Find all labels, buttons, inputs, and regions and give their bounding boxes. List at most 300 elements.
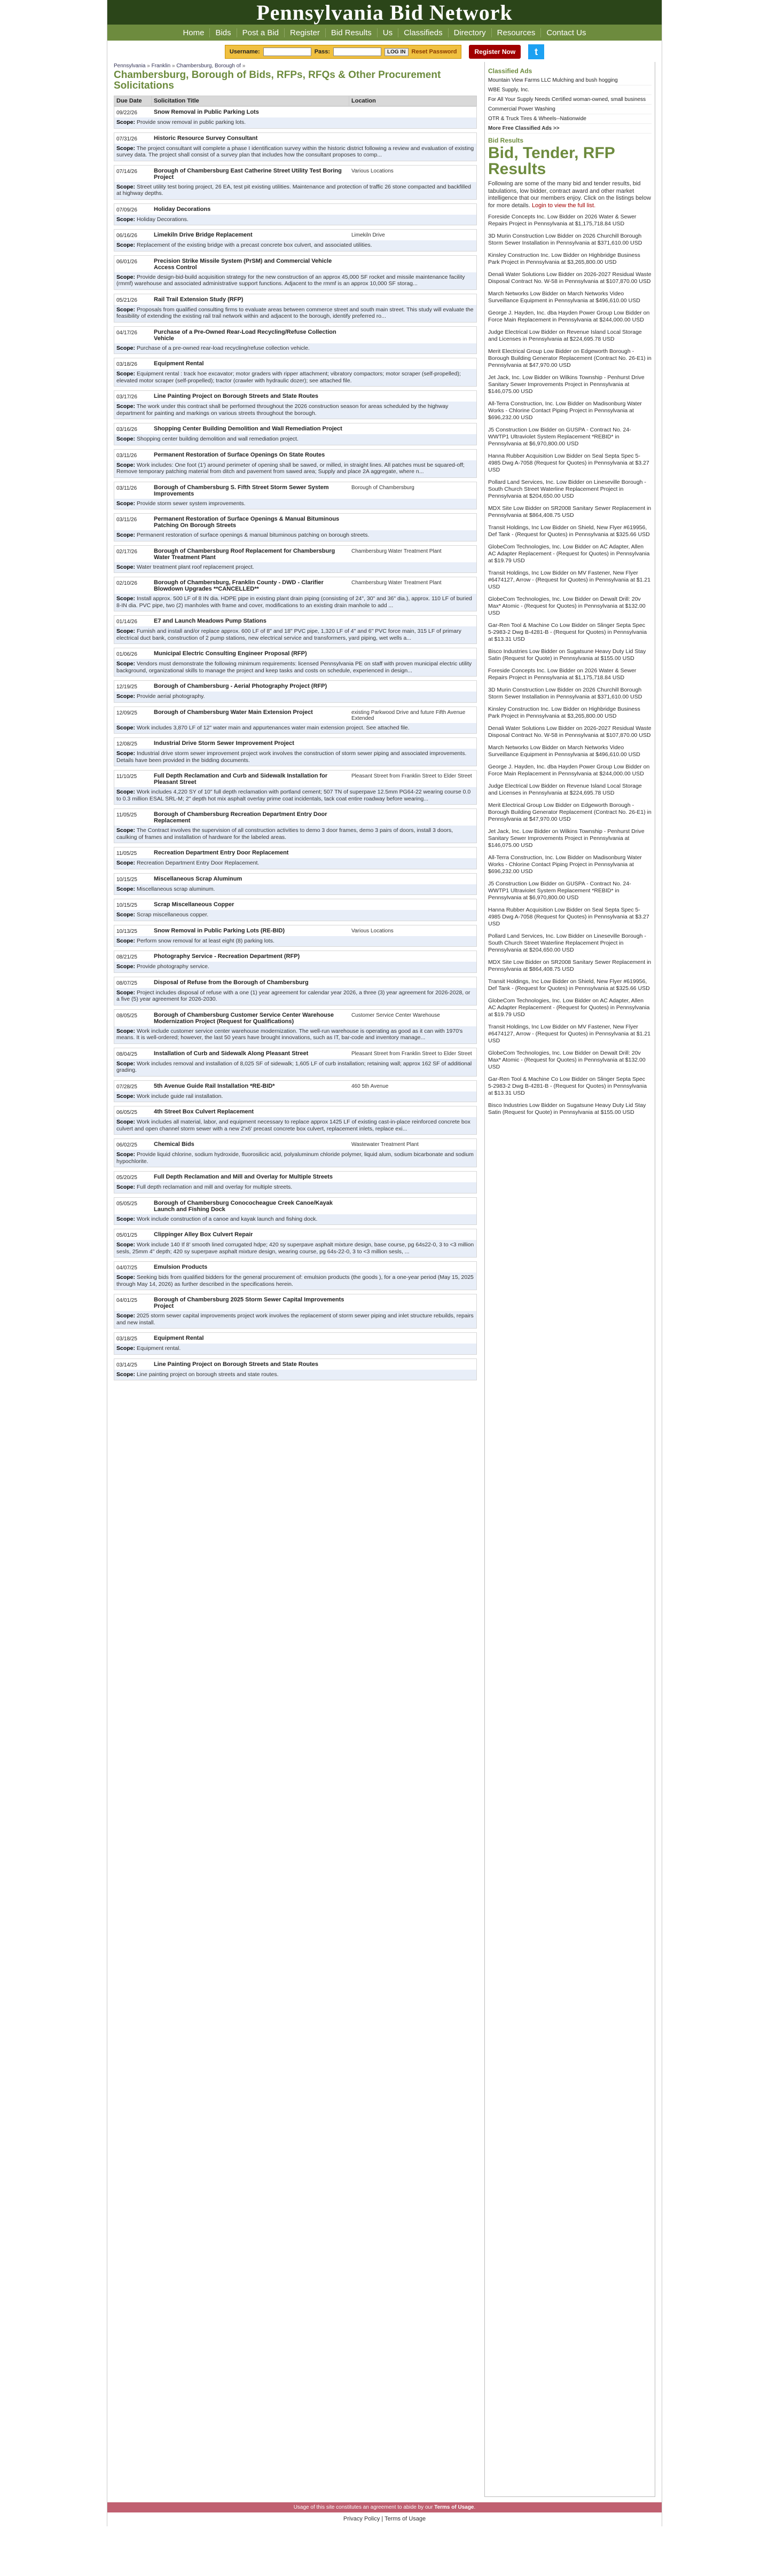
classified-title: Classified Ads <box>488 67 532 75</box>
bid-row <box>114 770 477 805</box>
classified-item[interactable]: OTR & Truck Tires & Wheels--Nationwide <box>488 114 652 124</box>
bid-due-date: 03/18/25 <box>116 1336 137 1342</box>
bid-scope-text: Line painting project on borough streets and state routes. <box>136 1371 279 1378</box>
scope-label: Scope: <box>116 371 136 377</box>
bid-title-link[interactable]: Borough of Chambersburg S. Fifth Street Storm Sewer System Improvements <box>154 484 329 497</box>
more-classifieds-link[interactable]: More Free Classified Ads >> <box>488 124 652 133</box>
bid-scope-text: Provide snow removal in public parking lots. <box>136 119 246 125</box>
scope-label: Scope: <box>116 595 136 602</box>
bid-scope <box>114 434 476 445</box>
bid-row <box>114 899 477 921</box>
bid-result-link[interactable]: GlobeCom Technologies, Inc. Low Bidder on AC Adapter, Allen AC Adapter Replacement - (Request for Quotes) in Pennsylvania at $19.79 USD <box>488 998 650 1018</box>
bid-row <box>114 1197 477 1226</box>
results-intro-text: Following are some of the many bid and tender results, bid tabulations, low bidder, contract award and other market intelligence that our members enjoy. Click on the listings below for more details. <box>488 180 651 209</box>
scope-label: Scope: <box>116 937 136 944</box>
bid-scope <box>114 1117 476 1134</box>
classified-item[interactable]: WBE Supply, Inc. <box>488 85 652 95</box>
bid-scope-text: Shopping center building demolition and wall remediation project. <box>136 436 299 442</box>
nav-directory[interactable]: Directory <box>449 28 492 37</box>
bid-due-date: 01/06/26 <box>116 651 137 657</box>
bid-row <box>114 1106 477 1135</box>
bid-result-link[interactable]: March Networks Low Bidder on March Networks Video Surveillance Equipment in Pennsylvania at $496,610.00 USD <box>488 744 640 758</box>
bid-title-link[interactable]: Line Painting Project on Borough Streets and State Routes <box>154 1361 319 1368</box>
bid-due-date: 03/11/26 <box>116 517 137 523</box>
bid-scope-text: Scrap miscellaneous copper. <box>136 912 209 918</box>
bid-title-link[interactable]: Holiday Decorations <box>154 206 211 213</box>
bid-scope-text: The work under this contract shall be performed throughout the 2026 construction season for areas scheduled by the highway department for painting and markings on various streets throughout the borough. <box>116 403 449 417</box>
bid-row <box>114 229 477 252</box>
bid-due-date: 08/05/25 <box>116 1012 137 1019</box>
bid-due-date: 08/04/25 <box>116 1051 137 1057</box>
bid-scope-text: Perform snow removal for at least eight (8) parking lots. <box>136 937 274 944</box>
bid-row <box>114 423 477 445</box>
nav-post-a-bid[interactable]: Post a Bid <box>237 28 285 37</box>
bid-scope <box>114 1026 476 1043</box>
bid-scope-text: Street utility test boring project, 26 EA, test pit existing utilities. Maintenance and protection of traffic 26 stone compacted and backfilled at highway depths. <box>116 183 472 197</box>
bid-title-link[interactable]: Permanent Restoration of Surface Openings & Manual Bituminous Patching On Borough Streets <box>154 516 340 529</box>
bid-due-date: 08/07/25 <box>116 980 137 986</box>
scope-label: Scope: <box>116 344 136 351</box>
bid-scope <box>114 692 476 702</box>
bid-row <box>114 326 477 355</box>
bid-result-link[interactable]: Judge Electrical Low Bidder on Revenue Island Local Storage and Licenses in Pennsylvania at $224,695.78 USD <box>488 329 642 342</box>
bid-row <box>114 977 477 1006</box>
bid-scope-text: Project includes disposal of refuse with a one (1) year agreement for calendar year 2026, a three (3) year agreement for 2026-2028, or a five (5) year agreement for 2026-2030. <box>116 989 470 1002</box>
scope-label: Scope: <box>116 693 136 700</box>
bid-title-link[interactable]: Purchase of a Pre-Owned Rear-Load Recycling/Refuse Collection Vehicle <box>154 328 336 342</box>
bid-result-link[interactable]: GlobeCom Technologies, Inc. Low Bidder on AC Adapter, Allen AC Adapter Replacement - (Request for Quotes) in Pennsylvania at $19.79 USD <box>488 544 650 564</box>
bid-location: Pleasant Street from Franklin Street to Elder Street <box>351 773 472 779</box>
nav-register[interactable]: Register <box>285 28 326 37</box>
bid-due-date: 07/28/25 <box>116 1083 137 1090</box>
bid-scope <box>114 1059 476 1076</box>
scope-label: Scope: <box>116 1027 136 1034</box>
bid-due-date: 06/16/26 <box>116 233 137 239</box>
bid-title-link[interactable]: Photography Service - Recreation Department (RFP) <box>154 953 300 960</box>
bid-title-link[interactable]: Borough of Chambersburg - Aerial Photography Project (RFP) <box>154 683 327 689</box>
bid-result-link[interactable]: J5 Construction Low Bidder on GUSPA - Contract No. 24-WWTP1 Ultraviolet System Replacement *REBID* in Pennsylvania at $6,970,800.00 USD <box>488 427 631 447</box>
bid-result-link[interactable]: Transit Holdings, Inc Low Bidder on Shield, New Flyer #619956, Def Tank - (Request for Quotes) in Pennsylvania at $325.66 USD <box>488 524 650 538</box>
scope-label: Scope: <box>116 242 136 248</box>
bid-title-link[interactable]: Equipment Rental <box>154 360 204 367</box>
scope-label: Scope: <box>116 183 136 190</box>
col-header-title: Solicitation Title <box>152 96 349 106</box>
login-full-list-link[interactable]: Login to view the full list. <box>531 202 596 209</box>
scope-label: Scope: <box>116 1119 136 1125</box>
bid-scope-text: The Contract involves the supervision of all construction activities to demo 3 door frames, demo 3 pairs of doors, install 3 doors, caulking of frames and installation of hardware for the labeled areas. <box>116 827 453 841</box>
bid-title-link[interactable]: 4th Street Box Culvert Replacement <box>154 1109 254 1115</box>
bid-due-date: 02/17/26 <box>116 548 137 555</box>
bid-row <box>114 577 477 611</box>
classified-list <box>488 76 652 124</box>
bid-result-link[interactable]: Merit Electrical Group Low Bidder on Edgeworth Borough - Borough Building Generator Replacement (Contract No. 26-E1) in Pennsylvania at $47,970.00 USD <box>488 348 652 368</box>
bid-due-date: 02/10/26 <box>116 580 137 586</box>
bid-result-link[interactable]: Gar-Ren Tool & Machine Co Low Bidder on Slinger Septa Spec 5-2983-2 Dwg B-4281-B - (Request for Quotes) in Pennsylvania at $13.31 USD <box>488 1076 647 1096</box>
bid-title-link[interactable]: Industrial Drive Storm Sewer Improvement Project <box>154 740 294 747</box>
bid-scope <box>114 1311 476 1328</box>
bid-title-link[interactable]: Borough of Chambersburg, Franklin County - DWD - Clarifier Blowdown Upgrades **CANCELLED** <box>154 579 324 592</box>
bid-scope-text: Full depth reclamation and mill and overlay for multiple streets. <box>136 1184 293 1190</box>
bid-scope-text: Seeking bids from qualified bidders for the general procurement of: emulsion products (the goods ), for a one-year period (May 15, 2025 through May 14, 2026) as further described in the specifications herein. <box>116 1274 474 1287</box>
bid-row <box>114 925 477 947</box>
reset-password-link[interactable]: Reset Password <box>411 49 457 55</box>
bid-title-link[interactable]: Historic Resource Survey Consultant <box>154 135 258 142</box>
bid-row <box>114 1358 477 1381</box>
bid-scope <box>114 858 476 869</box>
scope-label: Scope: <box>116 661 136 667</box>
bid-title-link[interactable]: Chemical Bids <box>154 1141 194 1148</box>
scope-label: Scope: <box>116 1151 136 1158</box>
bid-location <box>351 135 474 136</box>
scope-label: Scope: <box>116 1274 136 1281</box>
bid-title-link[interactable]: Borough of Chambersburg Conococheague Creek Canoe/Kayak Launch and Fishing Dock <box>154 1199 333 1213</box>
bid-scope <box>114 369 476 386</box>
bid-result-link[interactable]: All-Terra Construction, Inc. Low Bidder on Madisonburg Water Works - Chlorine Contact Piping Project in Pennsylvania at $696,232.00 USD <box>488 854 642 875</box>
bid-location: Borough of Chambersburg <box>351 484 414 491</box>
bid-scope-text: Furnish and install and/or replace approx. 600 LF of 8" and 18" PVC pipe, 1,320 LF of 4" and 6" PVC force main, 315 LF of primary electrical duct bank, construction of 2 pump stations, new electrical service and transformers, yard piping, wet wells a... <box>116 628 461 641</box>
privacy-policy-link[interactable]: Privacy Policy <box>343 2516 380 2522</box>
login-button[interactable]: LOG IN <box>384 48 408 56</box>
scope-label: Scope: <box>116 461 136 468</box>
scope-label: Scope: <box>116 628 136 634</box>
bid-title-link[interactable]: Full Depth Reclamation and Mill and Overlay for Multiple Streets <box>154 1174 333 1180</box>
bid-scope <box>114 826 476 843</box>
bid-result-link[interactable]: 3D Murin Construction Low Bidder on 2026 Churchill Borough Storm Sewer Installation in Pennsylvania at $371,610.00 USD <box>488 687 642 700</box>
classified-item[interactable]: For All Your Supply Needs Certified woman-owned, small business <box>488 95 652 105</box>
bid-result-link[interactable]: Transit Holdings, Inc Low Bidder on Shield, New Flyer #619956, Def Tank - (Request for Quotes) in Pennsylvania at $325.66 USD <box>488 978 650 992</box>
bid-scope-text: Provide design-bid-build acquisition strategy for the new construction of an approx 45,000 SF rocket and missile maintenance facility (rmmf) warehouse and associated administrative support functions. Adjacent to the rmmf is an approx 10,000 SF storag... <box>116 273 465 287</box>
bid-result-link[interactable]: Gar-Ren Tool & Machine Co Low Bidder on Slinger Septa Spec 5-2983-2 Dwg B-4281-B - (Request for Quotes) in Pennsylvania at $13.31 USD <box>488 622 647 642</box>
breadcrumb-item[interactable]: Pennsylvania <box>114 63 146 69</box>
scope-label: Scope: <box>116 403 136 410</box>
bid-title-link[interactable]: Snow Removal in Public Parking Lots (RE-BID) <box>154 927 285 934</box>
bid-location <box>351 683 474 684</box>
bid-row <box>114 706 477 734</box>
bid-result-link[interactable]: Transit Holdings, Inc Low Bidder on MV Fastener, New Flyer #6474127, Arrow - (Request for Quotes) in Pennsylvania at $1.21 USD <box>488 1024 651 1044</box>
bid-scope <box>114 402 476 419</box>
password-input[interactable] <box>333 48 381 56</box>
bid-scope-text: Provide photography service. <box>136 963 209 970</box>
bids-table <box>114 96 477 106</box>
main-content <box>114 62 477 2497</box>
scope-label: Scope: <box>116 789 136 795</box>
bid-title-link[interactable]: Snow Removal in Public Parking Lots <box>154 109 259 115</box>
bid-title-link[interactable]: Borough of Chambersburg East Catherine Street Utility Test Boring Project <box>154 167 342 180</box>
bid-location: Chambersburg Water Treatment Plant <box>351 580 442 586</box>
bid-location <box>351 1335 474 1336</box>
bid-result-link[interactable]: All-Terra Construction, Inc. Low Bidder on Madisonburg Water Works - Chlorine Contact Piping Project in Pennsylvania at $696,232.00 USD <box>488 400 642 421</box>
bid-scope-text: Permanent restoration of surface openings & manual bituminous patching on borough streets. <box>136 532 370 538</box>
bid-result-link[interactable]: Kinsley Construction Inc. Low Bidder on Highbridge Business Park Project in Pennsylvania at $3,265,800.00 USD <box>488 252 640 265</box>
bid-scope-text: Equipment rental. <box>136 1345 181 1352</box>
bid-row <box>114 1138 477 1167</box>
bid-result-link[interactable]: Hanna Rubber Acquisition Low Bidder on Seal Septa Spec 5-4985 Dwg A-7058 (Request for Quotes) in Pennsylvania at $3.27 USD <box>488 907 649 927</box>
bid-scope <box>114 460 476 477</box>
scope-label: Scope: <box>116 1313 136 1319</box>
scope-label: Scope: <box>116 500 136 507</box>
bid-due-date: 05/20/25 <box>116 1175 137 1181</box>
bid-due-date: 03/11/26 <box>116 485 137 491</box>
bid-scope-text: Work includes 3,870 LF of 12" water main and appurtenances water main extension project. See attached file. <box>136 724 410 731</box>
bid-title-link[interactable]: Permanent Restoration of Surface Openings On State Routes <box>154 451 325 458</box>
bid-title-link[interactable]: Limekiln Drive Bridge Replacement <box>154 232 253 238</box>
scope-label: Scope: <box>116 989 136 996</box>
username-label: Username: <box>229 49 260 55</box>
bid-result-link[interactable]: Denali Water Solutions Low Bidder on 2026-2027 Residual Waste Disposal Contract No. W-58 in Pennsylvania at $107,870.00 USD <box>488 725 652 739</box>
bid-row <box>114 873 477 896</box>
bid-result-link[interactable]: 3D Murin Construction Low Bidder on 2026 Churchill Borough Storm Sewer Installation in Pennsylvania at $371,610.00 USD <box>488 233 642 246</box>
results-heading: Bid, Tender, RFP Results <box>488 144 615 178</box>
bid-result-link[interactable]: George J. Hayden, Inc. dba Hayden Power Group Low Bidder on Force Main Replacement in Pennsylvania at $244,000.00 USD <box>488 764 650 777</box>
bid-title-link[interactable]: Line Painting Project on Borough Streets and State Routes <box>154 393 319 399</box>
bid-row <box>114 1294 477 1329</box>
bid-title-link[interactable]: Recreation Department Entry Door Replacement <box>154 850 289 856</box>
bid-location <box>351 979 474 980</box>
username-input[interactable] <box>263 48 311 56</box>
bid-location: 460 5th Avenue <box>351 1083 389 1089</box>
bid-scope <box>114 1273 476 1290</box>
bid-result-link[interactable]: Judge Electrical Low Bidder on Revenue Island Local Storage and Licenses in Pennsylvania at $224,695.78 USD <box>488 783 642 796</box>
bid-scope-text: Work include guide rail installation. <box>136 1093 223 1099</box>
bid-title-link[interactable]: Full Depth Reclamation and Curb and Sidewalk Installation for Pleasant Street <box>154 773 328 786</box>
bid-title-link[interactable]: Clippinger Alley Box Culvert Repair <box>154 1231 253 1238</box>
scope-label: Scope: <box>116 1093 136 1099</box>
bid-scope-text: Work include 140 If 8' smooth lined corrugated hdpe; 420 sy superpave asphalt mixture design, base course, pg 64s22-0, 3 to <3 million sesls, 25mm 4" depth; 420 sy superpave asphalt mixture design, wearing course, pg 64s-22-0, 3 to <3 million sesls, ... <box>116 1242 474 1255</box>
twitter-icon[interactable]: t <box>528 44 544 59</box>
bid-title-link[interactable]: Municipal Electric Consulting Engineer Proposal (RFP) <box>154 650 307 657</box>
bid-result-link[interactable]: Kinsley Construction Inc. Low Bidder on Highbridge Business Park Project in Pennsylvania at $3,265,800.00 USD <box>488 706 640 719</box>
bid-title-link[interactable]: Scrap Miscellaneous Copper <box>154 901 234 908</box>
bid-scope-text: Holiday Decorations. <box>136 216 189 223</box>
bid-row <box>114 1048 477 1077</box>
bid-due-date: 08/21/25 <box>116 954 137 960</box>
usage-notice: Usage of this site constitutes an agreement to abide by our Terms of Usage. <box>107 2502 662 2512</box>
bid-scope <box>114 594 476 611</box>
bid-title-link[interactable]: Borough of Chambersburg Customer Service Center Warehouse Modernization Project (Request for Qualifications) <box>154 1011 334 1025</box>
bid-result-link[interactable]: Merit Electrical Group Low Bidder on Edgeworth Borough - Borough Building Generator Replacement (Contract No. 26-E1) in Pennsylvania at $47,970.00 USD <box>488 802 652 822</box>
main-nav <box>107 25 662 41</box>
bid-location <box>351 1264 474 1265</box>
scope-label: Scope: <box>116 885 136 892</box>
bid-location <box>351 1361 474 1362</box>
bid-result-link[interactable]: MDX Site Low Bidder on SR2008 Sanitary Sewer Replacement in Pennsylvania at $864,408.75 USD <box>488 959 652 972</box>
bid-scope <box>114 1370 476 1380</box>
bid-due-date: 12/09/25 <box>116 710 137 716</box>
breadcrumb-item[interactable]: Chambersburg, Borough of <box>176 63 241 69</box>
bid-result-link[interactable]: MDX Site Low Bidder on SR2008 Sanitary Sewer Replacement in Pennsylvania at $864,408.75 USD <box>488 505 652 519</box>
bid-scope-text: Industrial drive storm sewer improvement project work involves the construction of storm sewer piping and associated improvements. Details have been provided in the bidding documents. <box>116 750 467 764</box>
classified-item[interactable]: Mountain View Farms LLC Mulching and bush hogging <box>488 76 652 85</box>
bid-row <box>114 358 477 387</box>
bid-row <box>114 545 477 574</box>
bid-due-date: 11/10/25 <box>116 774 137 780</box>
bid-result-link[interactable]: GlobeCom Technologies, Inc. Low Bidder on Dewalt Drill: 20v Max* Atomic - (Request for Quotes) in Pennsylvania at $132.00 USD <box>488 596 646 616</box>
bid-title-link[interactable]: Rail Trail Extension Study (RFP) <box>154 296 244 303</box>
register-now-button[interactable]: Register Now <box>469 45 521 59</box>
bid-result-link[interactable]: Pollard Land Services, Inc. Low Bidder on Lineseville Borough - South Church Street Waterline Replacement Project in Pennsylvania at $204,650.00 USD <box>488 933 646 953</box>
bid-due-date: 10/13/25 <box>116 928 137 934</box>
bid-scope <box>114 988 476 1005</box>
bid-scope <box>114 530 476 541</box>
bid-due-date: 04/07/25 <box>116 1265 137 1271</box>
bid-scope <box>114 1344 476 1354</box>
login-bar <box>107 41 662 62</box>
bid-title-link[interactable]: Disposal of Refuse from the Borough of Chambersburg <box>154 979 309 986</box>
password-label: Pass: <box>314 49 331 55</box>
bid-location <box>351 740 474 741</box>
scope-label: Scope: <box>116 860 136 866</box>
usage-notice-text: Usage of this site constitutes an agreement to abide by our <box>293 2504 433 2510</box>
bid-due-date: 04/17/26 <box>116 329 137 336</box>
nav-bids[interactable]: Bids <box>210 28 237 37</box>
site-title[interactable]: Pennsylvania Bid Network <box>256 0 513 25</box>
bid-scope-text: Work includes: One foot (1') around perimeter of opening shall be sawed, or milled, in straight lines. All patches must be squared-off; Remove temporary patching material from ditch and pavement from sawed area; Supply and place 2A aggregate, where n... <box>116 461 465 475</box>
bid-due-date: 05/01/25 <box>116 1232 137 1238</box>
bid-location <box>351 650 474 651</box>
bid-scope-text: The project consultant will complete a phase I identification survey within the historic district following a review and evaluation of existing survey data. The project shall consist of a survey plan that includes how the consultant proposes to comp... <box>116 145 474 158</box>
bid-scope <box>114 936 476 947</box>
bid-due-date: 07/14/26 <box>116 168 137 175</box>
bid-result-link[interactable]: Hanna Rubber Acquisition Low Bidder on Seal Septa Spec 5-4985 Dwg A-7058 (Request for Quotes) in Pennsylvania at $3.27 USD <box>488 453 649 473</box>
bid-scope <box>114 659 476 676</box>
bid-due-date: 03/11/26 <box>116 452 137 459</box>
scope-label: Scope: <box>116 1345 136 1352</box>
results-title: Bid Results <box>488 137 524 144</box>
bid-result-link[interactable]: Bisco Industries Low Bidder on Sugatsune Heavy Duty Lid Stay Satin (Request for Quote) in Pennsylvania at $155.00 USD <box>488 1102 646 1116</box>
bid-title-link[interactable]: Shopping Center Building Demolition and Wall Remediation Project <box>154 426 342 432</box>
terms-of-usage-link[interactable]: Terms of Usage <box>384 2516 426 2522</box>
bid-scope <box>114 884 476 895</box>
bid-list <box>114 106 477 1384</box>
terms-link[interactable]: Terms of Usage <box>434 2504 474 2510</box>
breadcrumb: Pennsylvania » Franklin » Chambersburg, Borough of » <box>114 63 246 69</box>
bid-location: existing Parkwood Drive and future Fifth Avenue Extended <box>351 709 466 721</box>
bid-due-date: 04/01/25 <box>116 1298 137 1303</box>
nav-contact-us[interactable]: Contact Us <box>546 28 586 37</box>
nav-us[interactable]: Us <box>378 28 398 37</box>
bid-due-date: 03/16/26 <box>116 427 137 433</box>
bid-result-link[interactable]: Foreside Concepts Inc. Low Bidder on 2026 Water & Sewer Repairs Project in Pennsylvania at $1,175,718.84 USD <box>488 214 637 227</box>
bid-result-link[interactable]: Foreside Concepts Inc. Low Bidder on 2026 Water & Sewer Repairs Project in Pennsylvania at $1,175,718.84 USD <box>488 667 637 681</box>
results-intro <box>488 180 652 209</box>
bid-row <box>114 808 477 843</box>
breadcrumb-item[interactable]: Franklin <box>151 63 171 69</box>
bid-due-date: 06/02/25 <box>116 1142 137 1148</box>
bid-result-link[interactable]: Transit Holdings, Inc Low Bidder on MV Fastener, New Flyer #6474127, Arrow - (Request for Quotes) in Pennsylvania at $1.21 USD <box>488 570 651 590</box>
bid-title-link[interactable]: Borough of Chambersburg Water Main Extension Project <box>154 709 313 716</box>
bid-scope-text: Install approx. 500 LF of 8 IN dia. HDPE pipe in existing plant drain piping (consisting of 24", 30" and 36" dia.), approx. 110 LF of buried 8-IN dia. PVC pipe, two (2) manholes with frame and cover, modifications to an existing drain manhole to add ... <box>116 595 472 609</box>
bid-scope-text: Equipment rental : track hoe excavator; motor graders with ripper attachment; vibratory compactors; motor scraper (self-propelled); elevated motor scraper (self-propelled); tractor (crawler with hydraulic dozer); see attached file. <box>116 371 461 384</box>
scope-label: Scope: <box>116 1215 136 1222</box>
bid-result-link[interactable]: Jet Jack, Inc. Low Bidder on Wilkins Township - Penhurst Drive Sanitary Sewer Improvements Project in Pennsylvania at $146,075.00 USD <box>488 374 645 395</box>
bid-result-link[interactable]: GlobeCom Technologies, Inc. Low Bidder on Dewalt Drill: 20v Max* Atomic - (Request for Quotes) in Pennsylvania at $132.00 USD <box>488 1050 646 1070</box>
bid-due-date: 03/14/25 <box>116 1362 137 1368</box>
bid-due-date: 05/21/26 <box>116 297 137 303</box>
bid-location: Customer Service Center Warehouse <box>351 1012 440 1018</box>
bid-title-link[interactable]: Precision Strike Missile System (PrSM) and Commercial Vehicle Access Control <box>154 257 332 271</box>
bid-due-date: 09/22/26 <box>116 110 137 116</box>
nav-bid-results[interactable]: Bid Results <box>326 28 378 37</box>
scope-label: Scope: <box>116 750 136 757</box>
nav-resources[interactable]: Resources <box>492 28 542 37</box>
bid-title-link[interactable]: E7 and Launch Meadows Pump Stations <box>154 618 266 624</box>
scope-label: Scope: <box>116 563 136 570</box>
bid-title-link[interactable]: Emulsion Products <box>154 1264 208 1270</box>
bid-result-link[interactable]: J5 Construction Low Bidder on GUSPA - Contract No. 24-WWTP1 Ultraviolet System Replacement *REBID* in Pennsylvania at $6,970,800.00 USD <box>488 881 631 901</box>
bid-row <box>114 513 477 541</box>
bid-scope <box>114 343 476 354</box>
bid-scope <box>114 1150 476 1167</box>
bid-scope <box>114 117 476 128</box>
scope-label: Scope: <box>116 145 136 152</box>
bid-scope-text: Work includes all material, labor, and equipment necessary to replace approx 1425 LF of existing cast-in-place reinforced concrete box culvert and open channel storm sewer with a new 2'x6' precast concrete box culvert, replacement inlets, replace exi... <box>116 1119 470 1132</box>
classified-item[interactable]: Commercial Power Washing <box>488 105 652 114</box>
nav-classifieds[interactable]: Classifieds <box>398 28 449 37</box>
bid-result-link[interactable]: Pollard Land Services, Inc. Low Bidder on Lineseville Borough - South Church Street Waterline Replacement Project in Pennsylvania at $204,650.00 USD <box>488 479 646 499</box>
bid-result-link[interactable]: George J. Hayden, Inc. dba Hayden Power Group Low Bidder on Force Main Replacement in Pennsylvania at $244,000.00 USD <box>488 310 650 323</box>
bid-scope-text: Provide liquid chlorine, sodium hydroxide, fluorosilicic acid, polyaluminum chloride polymer, liquid alum, sodium bicarbonate and sodium hypochlorite. <box>116 1151 474 1165</box>
bid-title-link[interactable]: Borough of Chambersburg Roof Replacement for Chambersburg Water Treatment Plant <box>154 547 335 561</box>
bid-due-date: 06/01/26 <box>116 258 137 265</box>
bid-scope <box>114 215 476 225</box>
bid-title-link[interactable]: Borough of Chambersburg Recreation Department Entry Door Replacement <box>154 811 327 824</box>
site-header <box>107 0 662 25</box>
bid-location: Various Locations <box>351 168 394 174</box>
bid-scope <box>114 1182 476 1193</box>
scope-label: Scope: <box>116 827 136 834</box>
scope-label: Scope: <box>116 1060 136 1067</box>
bid-scope-text: Work include construction of a canoe and kayak launch and fishing dock. <box>136 1215 318 1222</box>
scope-label: Scope: <box>116 1184 136 1190</box>
bid-due-date: 03/18/26 <box>116 362 137 367</box>
bid-row <box>114 1332 477 1355</box>
scope-label: Scope: <box>116 119 136 125</box>
bid-result-link[interactable]: Denali Water Solutions Low Bidder on 2026-2027 Residual Waste Disposal Contract No. W-58 in Pennsylvania at $107,870.00 USD <box>488 271 652 285</box>
bid-scope-text: Provide aerial photography. <box>136 693 205 700</box>
bid-title-link[interactable]: Miscellaneous Scrap Aluminum <box>154 875 242 882</box>
bid-due-date: 11/05/25 <box>116 812 137 818</box>
bid-scope-text: Work includes removal and installation of 8,025 SF of sidewalk; 1,605 LF of curb installation; retaining wall; approx 162 SF of additional grading. <box>116 1060 472 1073</box>
bid-due-date: 10/15/25 <box>116 876 137 883</box>
bid-scope-text: Miscellaneous scrap aluminum. <box>136 885 215 892</box>
bid-title-link[interactable]: 5th Avenue Guide Rail Installation *RE-BID* <box>154 1082 275 1089</box>
bid-due-date: 05/05/25 <box>116 1200 137 1207</box>
bid-scope <box>114 499 476 509</box>
bid-title-link[interactable]: Borough of Chambersburg 2025 Storm Sewer Capital Improvements Project <box>154 1297 344 1309</box>
bid-title-link[interactable]: Installation of Curb and Sidewalk Along Pleasant Street <box>154 1050 309 1057</box>
bid-scope-text: Proposals from qualified consulting firms to evaluate areas between commerce street and south main street. This study will evaluate the feasibility of extending the existing rail trail network within and adjacent to the borough, identify preferred ro... <box>116 306 474 319</box>
bid-row <box>114 482 477 510</box>
bid-result-link[interactable]: March Networks Low Bidder on March Networks Video Surveillance Equipment in Pennsylvania at $496,610.00 USD <box>488 290 640 304</box>
bid-due-date: 03/17/26 <box>116 394 137 400</box>
bid-scope <box>114 626 476 643</box>
bid-result-link[interactable]: Bisco Industries Low Bidder on Sugatsune Heavy Duty Lid Stay Satin (Request for Quote) in Pennsylvania at $155.00 USD <box>488 648 646 662</box>
bid-row <box>114 615 477 644</box>
page-title: Chambersburg, Borough of Bids, RFPs, RFQs & Other Procurement Solicitations <box>114 69 441 91</box>
bid-location: Limekiln Drive <box>351 232 385 238</box>
scope-label: Scope: <box>116 273 136 280</box>
bid-scope-text: Purchase of a pre-owned rear-load recycling/refuse collection vehicle. <box>136 344 310 351</box>
scope-label: Scope: <box>116 1242 136 1248</box>
nav-home[interactable]: Home <box>177 28 210 37</box>
bid-title-link[interactable]: Equipment Rental <box>154 1335 204 1341</box>
bid-result-link[interactable]: Jet Jack, Inc. Low Bidder on Wilkins Township - Penhurst Drive Sanitary Sewer Improvements Project in Pennsylvania at $146,075.00 USD <box>488 828 645 849</box>
scope-label: Scope: <box>116 532 136 538</box>
bid-scope-text: Work includes 4,220 SY of 10" full depth reclamation with portland cement; 507 TN of superpave 12.5mm PG64-22 wearing course 0.0 to 0.3 million ESAL SRL-M; 2" depth hot mix asphalt overlay prime coat incidentals, tack coat entire roadway before wearing... <box>116 789 471 802</box>
bid-scope-text: Replacement of the existing bridge with a precast concrete box culvert, and associated utilities. <box>136 242 372 248</box>
bid-location <box>351 360 474 361</box>
scope-label: Scope: <box>116 216 136 223</box>
